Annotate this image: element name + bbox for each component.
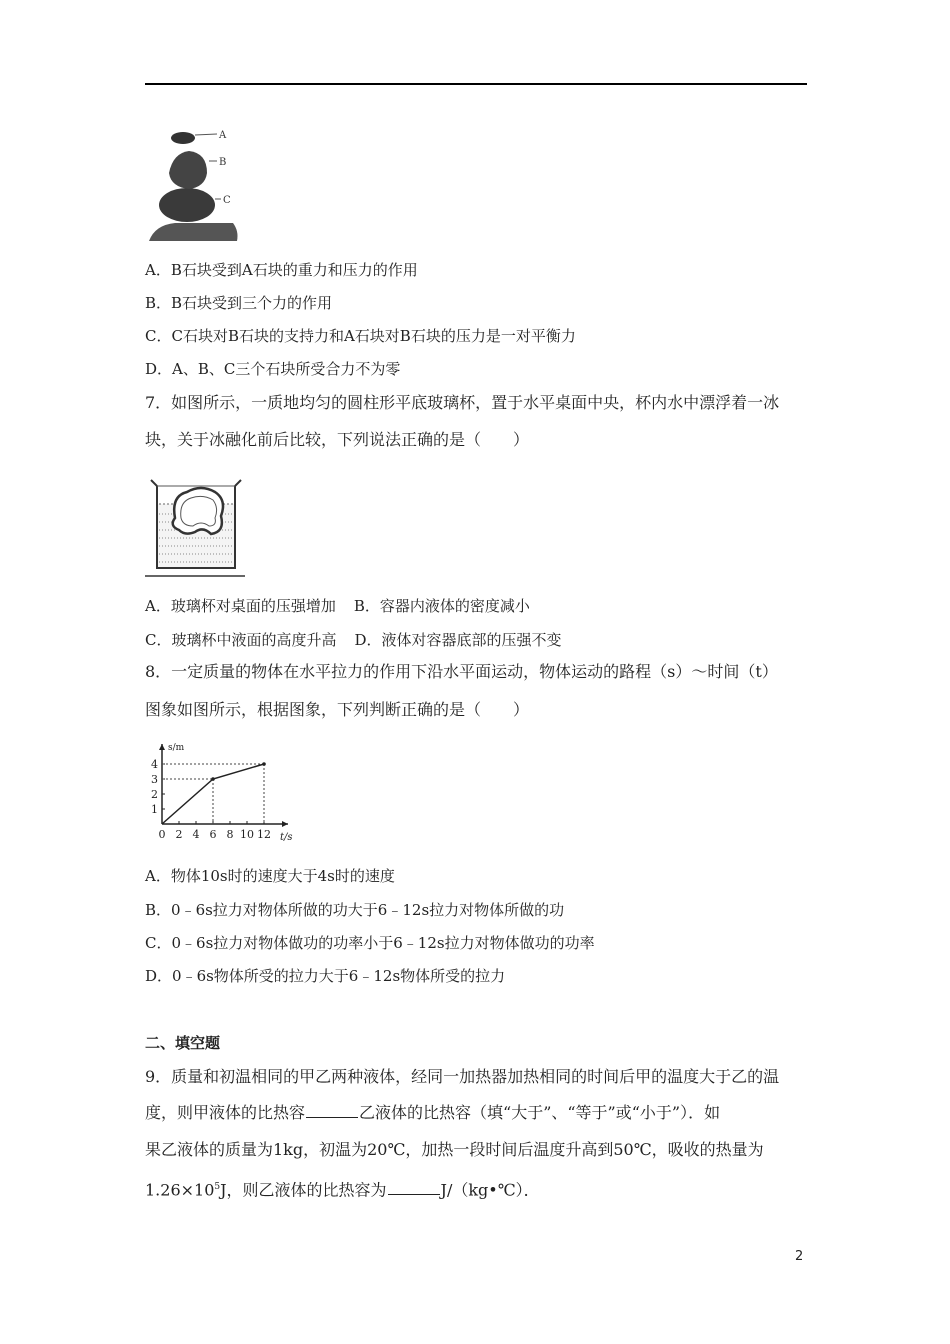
header-rule bbox=[145, 83, 807, 85]
q6-option-c: C．C石块对B石块的支持力和A石块对B石块的压力是一对平衡力 bbox=[145, 327, 576, 345]
q9-line4-post: J/（kg•℃）． bbox=[440, 1180, 540, 1200]
label-a: A bbox=[219, 130, 227, 141]
q9-line2 bbox=[145, 1103, 720, 1123]
x-tick-label: 12 bbox=[257, 828, 271, 841]
y-tick-label: 2 bbox=[151, 788, 158, 801]
data-point bbox=[211, 777, 215, 781]
page-number: 2 bbox=[795, 1249, 804, 1264]
x-tick-label: 4 bbox=[192, 828, 200, 841]
q7-option-d: D．液体对容器底部的压强不变 bbox=[354, 631, 562, 649]
x-tick-label: 10 bbox=[240, 828, 254, 841]
q7-options-row1 bbox=[145, 596, 530, 616]
q8-option-d: D．0﹣6s物体所受的拉力大于6﹣12s物体所受的拉力 bbox=[145, 967, 506, 985]
y-tick-label: 3 bbox=[151, 773, 158, 786]
q7-options-row2 bbox=[145, 630, 562, 650]
y-axis-arrow bbox=[159, 744, 165, 750]
q6-option-b: B．B石块受到三个力的作用 bbox=[145, 294, 333, 312]
q7-stem-line1: 7．如图所示，一质地均匀的圆柱形平底玻璃杯，置于水平桌面中央，杯内水中漂浮着一冰 bbox=[145, 393, 780, 412]
q7-option-c: C．玻璃杯中液面的高度升高 bbox=[145, 631, 337, 649]
stacked-stones-figure bbox=[145, 125, 240, 245]
q6-option-a: A．B石块受到A石块的重力和压力的作用 bbox=[145, 261, 418, 279]
answer-blank-1[interactable] bbox=[306, 1103, 358, 1118]
q9-line3: 果乙液体的质量为1kg，初温为20℃，加热一段时间后温度升高到50℃，吸收的热量为 bbox=[145, 1140, 764, 1159]
q8-stem-line2: 图象如图所示，根据图象，下列判断正确的是（ ） bbox=[145, 700, 530, 719]
q6-option-d: D．A、B、C三个石块所受合力不为零 bbox=[145, 360, 401, 378]
stone-a bbox=[171, 132, 195, 144]
q8-option-c: C．0﹣6s拉力对物体做功的功率小于6﹣12s拉力对物体做功的功率 bbox=[145, 934, 595, 952]
q9-heat-value: 1.26×10 bbox=[145, 1180, 215, 1200]
q9-heat-exponent: 5 bbox=[214, 1182, 221, 1192]
q7-stem-line2: 块，关于冰融化前后比较，下列说法正确的是（ ） bbox=[145, 430, 530, 449]
x-axis-arrow bbox=[282, 821, 288, 827]
x-axis-label: t/s bbox=[280, 832, 293, 843]
q7-option-a: A．玻璃杯对桌面的压强增加 bbox=[145, 597, 336, 615]
q9-line4-mid: J，则乙液体的比热容为 bbox=[220, 1180, 387, 1200]
x-tick-label: 0 bbox=[158, 828, 166, 841]
y-tick-label: 1 bbox=[151, 803, 158, 816]
q9-line4 bbox=[145, 1177, 540, 1200]
stone-c bbox=[159, 188, 215, 222]
y-tick-label: 4 bbox=[151, 758, 158, 771]
data-point bbox=[262, 762, 266, 766]
q9-line2-pre: 度，则甲液体的比热容 bbox=[145, 1103, 306, 1122]
x-tick-label: 6 bbox=[209, 828, 217, 841]
section-heading: 二、填空题 bbox=[145, 1034, 221, 1052]
q8-option-a: A．物体10s时的速度大于4s时的速度 bbox=[145, 867, 395, 885]
q7-option-b: B．容器内液体的密度减小 bbox=[353, 597, 530, 615]
answer-blank-2[interactable] bbox=[388, 1180, 440, 1195]
q8-stem-line1: 8．一定质量的物体在水平拉力的作用下沿水平面运动，物体运动的路程（s）～时间（t） bbox=[145, 662, 778, 681]
label-c: C bbox=[223, 195, 231, 206]
q8-option-b: B．0﹣6s拉力对物体所做的功大于6﹣12s拉力对物体所做的功 bbox=[145, 901, 565, 919]
x-tick-label: 8 bbox=[226, 828, 234, 841]
beaker-ice-figure bbox=[145, 474, 247, 578]
q9-line2-post: 乙液体的比热容（填“大于”、“等于”或“小于”）．如 bbox=[359, 1103, 721, 1122]
y-axis-label: s/m bbox=[168, 743, 185, 753]
label-b: B bbox=[219, 157, 227, 168]
q9-line1: 9．质量和初温相同的甲乙两种液体，经同一加热器加热相同的时间后甲的温度大于乙的温 bbox=[145, 1067, 780, 1086]
x-tick-label: 2 bbox=[175, 828, 183, 841]
s-t-graph bbox=[140, 738, 300, 848]
